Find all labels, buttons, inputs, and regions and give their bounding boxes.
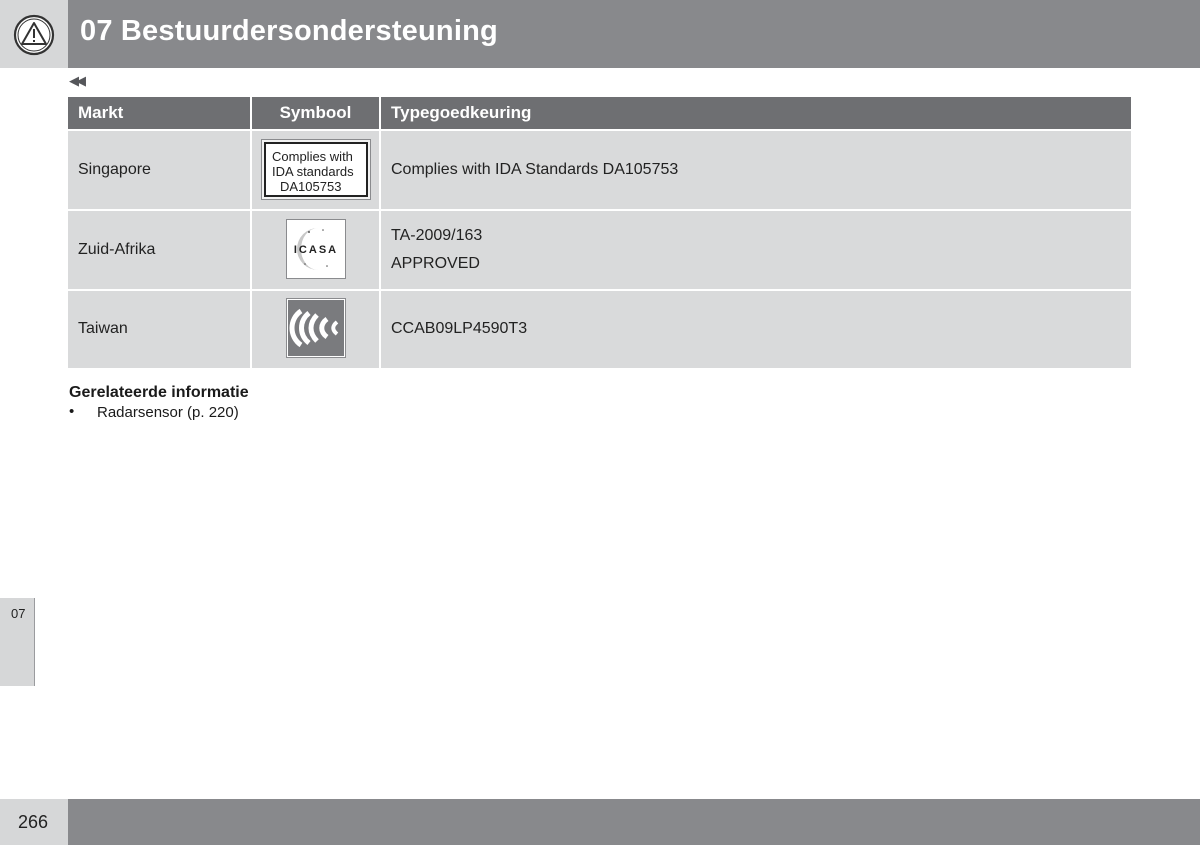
- ida-label-logo: Complies with IDA standards DA105753: [261, 139, 371, 200]
- header-icon-box: [0, 0, 68, 68]
- table-row: [68, 291, 1131, 368]
- symbol-cell: [252, 131, 379, 209]
- ncc-logo: [286, 298, 346, 358]
- approval-cell: TA-2009/163 APPROVED: [381, 211, 1131, 289]
- market-cell: Taiwan: [68, 291, 250, 368]
- page-title: 07 Bestuurdersondersteuning: [80, 15, 498, 47]
- icasa-logo: [286, 219, 346, 279]
- svg-text:ICASA: ICASA: [293, 244, 339, 256]
- chapter-tab[interactable]: [0, 598, 35, 686]
- column-header-markt: Markt: [68, 97, 250, 129]
- double-left-arrow-icon[interactable]: ◀◀: [69, 73, 83, 88]
- related-link-radarsensor[interactable]: Radarsensor (p. 220): [97, 404, 239, 421]
- related-info-title: Gerelateerde informatie: [69, 384, 249, 401]
- warning-triangle-icon: [13, 14, 55, 56]
- approval-cell: Complies with IDA Standards DA105753: [381, 131, 1131, 209]
- header-bar: [68, 0, 1200, 68]
- table-row: [68, 211, 1131, 289]
- market-cell: Singapore: [68, 131, 250, 209]
- symbol-cell: [252, 291, 379, 368]
- chapter-tab-label: 07: [11, 606, 26, 621]
- footer-bar: [68, 799, 1200, 845]
- table-row: [68, 131, 1131, 209]
- symbol-cell: [252, 211, 379, 289]
- bullet-icon: •: [69, 403, 75, 420]
- page-number-box: [0, 799, 68, 845]
- approval-cell: CCAB09LP4590T3: [381, 291, 1131, 368]
- column-header-typegoedkeuring: Typegoedkeuring: [381, 97, 1131, 129]
- table-header-row: [68, 97, 1131, 129]
- market-cell: Zuid-Afrika: [68, 211, 250, 289]
- page-number: 266: [18, 812, 49, 832]
- column-header-symbool: Symbool: [252, 97, 379, 129]
